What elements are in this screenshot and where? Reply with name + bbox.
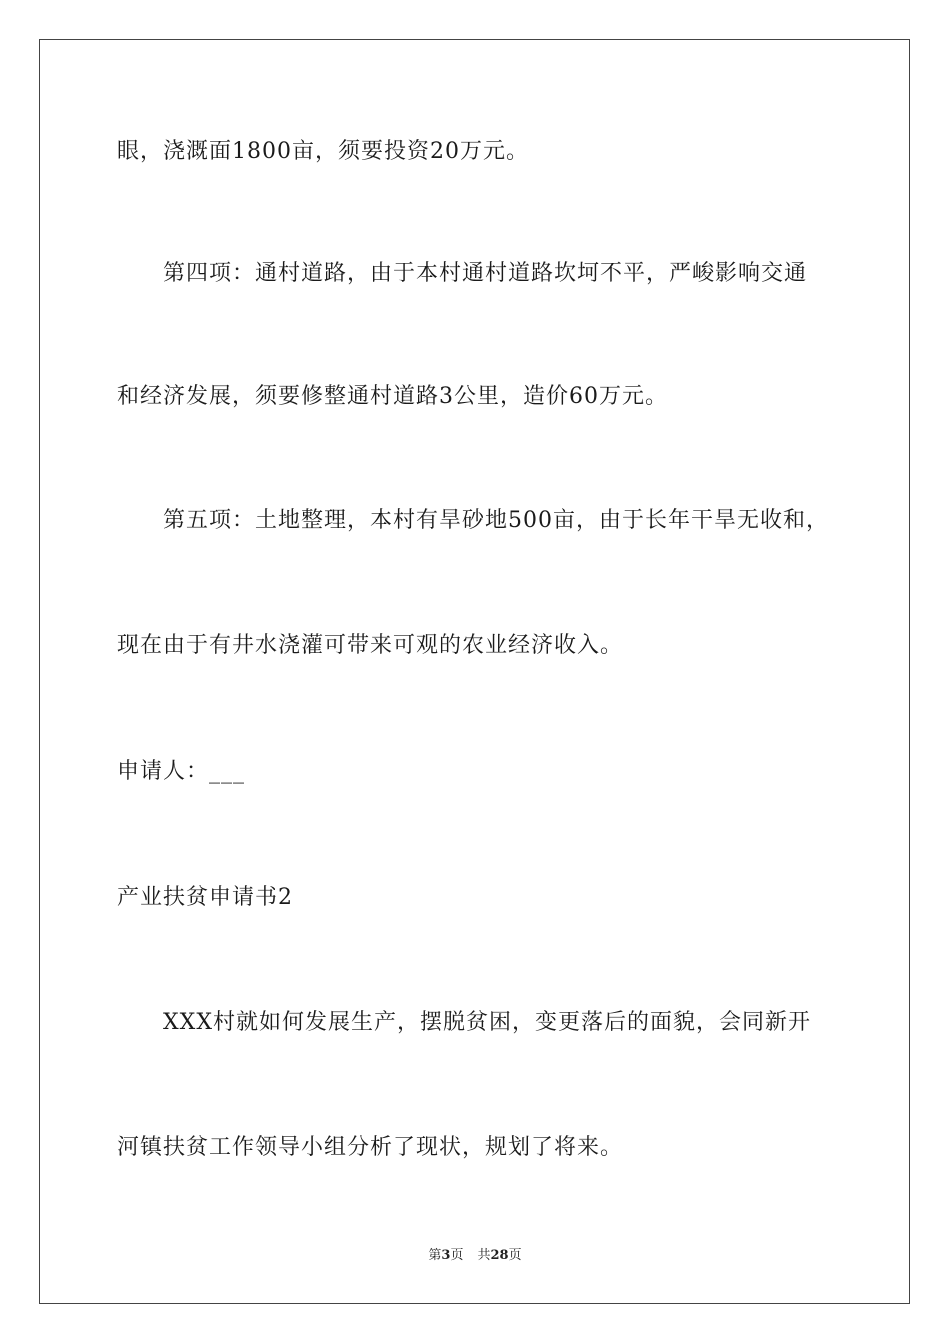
section-title: 产业扶贫申请书2 — [117, 885, 293, 910]
footer-total-pages: 28 — [490, 1248, 509, 1263]
page-footer — [0, 1247, 950, 1265]
body-line-8: XXX村就如何发展生产，摆脱贫困，变更落后的面貌，会同新开 — [163, 1010, 811, 1035]
body-line-9: 河镇扶贫工作领导小组分析了现状，规划了将来。 — [117, 1135, 624, 1160]
footer-page-suffix: 页 — [450, 1248, 464, 1263]
footer-total-prefix: 共 — [477, 1248, 491, 1263]
body-line-3: 和经济发展，须要修整通村道路3公里，造价60万元。 — [117, 384, 668, 409]
paragraph-item-four: 第四项：通村道路，由于本村通村道路坎坷不平，严峻影响交通 — [163, 261, 808, 286]
body-line-5: 现在由于有井水浇灌可带来可观的农业经济收入。 — [117, 633, 624, 658]
page-border — [39, 39, 910, 1304]
footer-total-suffix: 页 — [508, 1248, 522, 1263]
paragraph-item-five: 第五项：土地整理，本村有旱砂地500亩，由于长年干旱无收和， — [163, 508, 829, 533]
body-line-1: 眼，浇溉面1800亩，须要投资20万元。 — [117, 139, 529, 164]
applicant-line: 申请人：___ — [117, 759, 246, 784]
footer-page-prefix: 第 — [428, 1248, 442, 1263]
footer-page-number: 3 — [441, 1248, 451, 1263]
